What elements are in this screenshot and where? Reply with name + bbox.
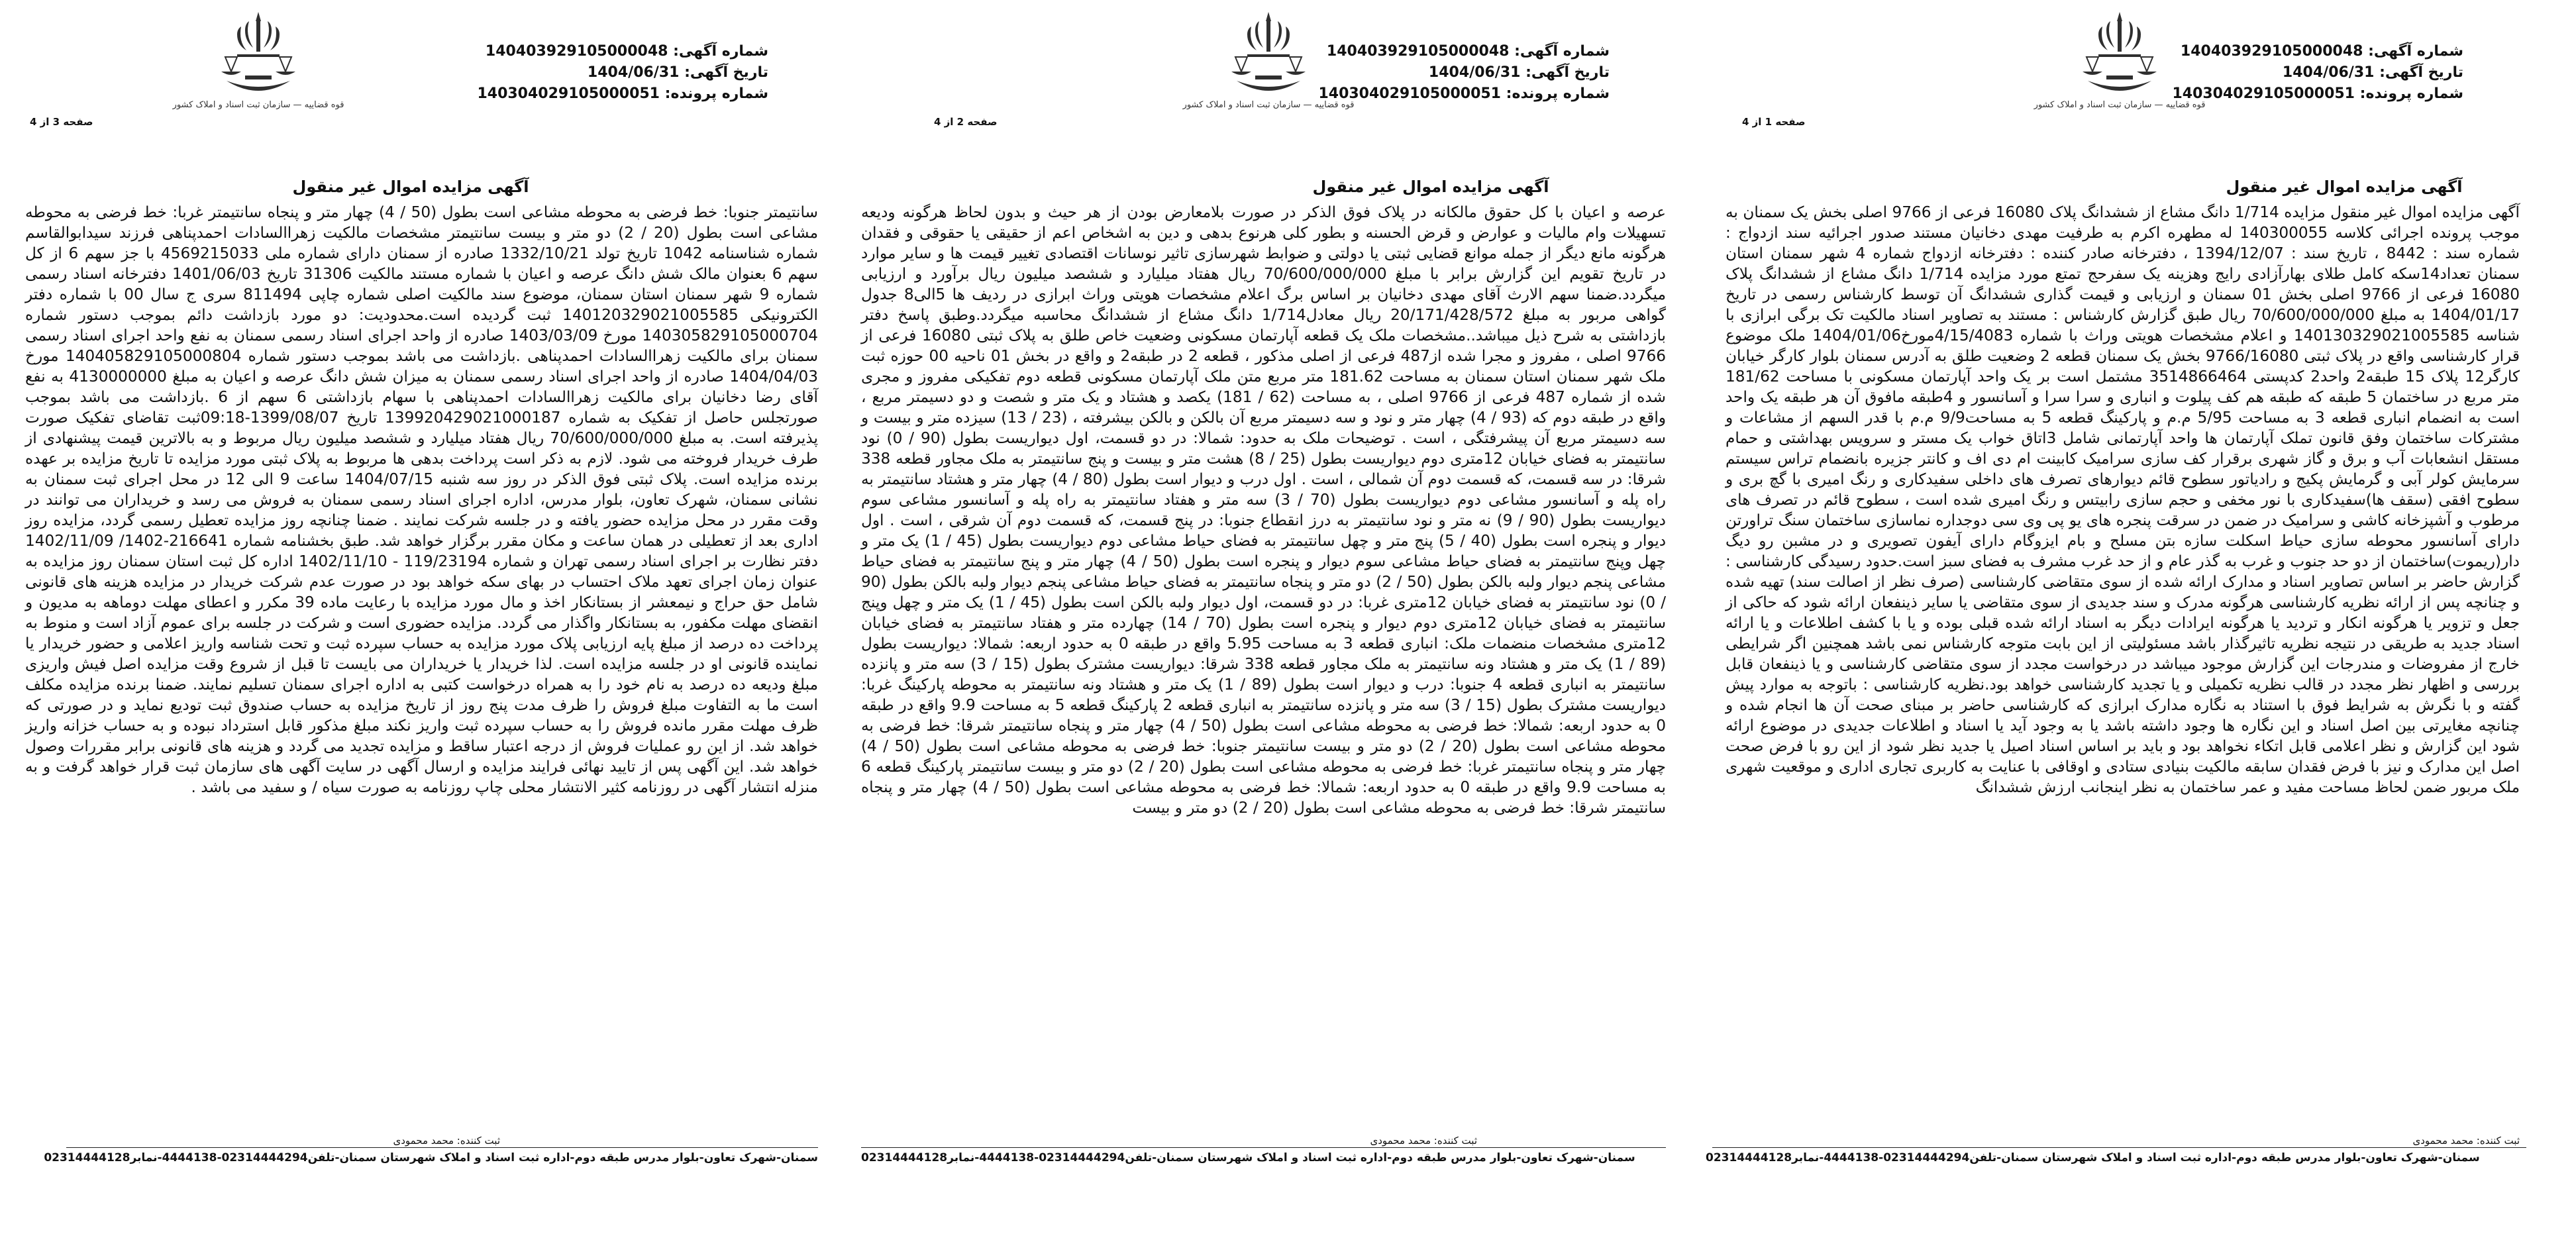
- page-number: صفحه 3 از 4: [30, 116, 93, 128]
- registrar-signature: ثبت کننده: محمد محمودی: [2412, 1135, 2520, 1147]
- page-header: [0, 0, 841, 152]
- file-number: شماره پرونده: 140304029105000051: [477, 85, 768, 102]
- notice-number: شماره آگهی: 140403929105000048: [1326, 43, 1610, 60]
- footer-divider: [1712, 1147, 2526, 1148]
- office-address-footer: سمنان-شهرک تعاون-بلوار مدرس طبقه دوم-اداره ثبت اسناد و املاک شهرستان سمنان-تلفن02314444294-4444138-نمابر02314444128: [44, 1151, 818, 1164]
- registrar-signature: ثبت کننده: محمد محمودی: [393, 1135, 500, 1147]
- file-number: شماره پرونده: 140304029105000051: [1318, 85, 1610, 102]
- page-number: صفحه 2 از 4: [934, 116, 998, 128]
- page-3: [0, 0, 841, 1236]
- notice-body: آگهی مزایده اموال غیر منقول مزایده 1/714 دانگ مشاع از ششدانگ پلاک 16080 فرعی از 9766 اصلی بخش یک سمنان به موجب پرونده اجرائی کلاسه 140300055 له مطهره اکرم به طرفیت مهدی دخانیان مستند صدور اجرائیه سند ازدواج : شماره سند : 8442 ، تاریخ سند : 1394/12/07 ، دفترخانه صادر کننده : دفترخانه ازدواج شماره 4 شهر سمنان استان سمنان تعداد14سکه کامل طلای بهارآزادی رایج وهزینه یک سفرحج تمتع مورد مزایده 1/714 دانگ مشاع از ششدانگ پلاک 16080 فرعی از 9766 اصلی بخش 01 سمنان و ارزیابی و قیمت گذاری ششدانگ آن توسط کارشناس رسمی در تاریخ 1404/01/17 به مبلغ 70/600/000/000 ریال طبق گزارش کارشناس : مستند به تصاویر اسناد مالکیت تک برگی ابرازی با شناسه 140130329021005585 و اعلام مشخصات هویتی وراث با شماره 4/15/4083مورخ1404/01/06 ملک موضوع قرار کارشناسی واقع در پلاک ثبتی 9766/16080 بخش یک سمنان قطعه 2 وضعیت طلق به آدرس سمنان بلوار کارگر خیابان کارگر12 پلاک 15 طبقه2 واحد2 کدپستی 3514866464 مشتمل است بر یک واحد آپارتمان مسکونی با مساحت 181/62 متر مربع در ساختمان 5 طبقه که طبقه هم کف پیلوت و انباری و سرا سرا و آسانسور و 4طبقه مافوق آن هر طبقه یک واحد است به انضمام انباری قطعه 3 به مساحت 5/95 م.م و پارکینگ قطعه 5 به مساحت9/9 م.م با قدر السهم از مشاعات و مشترکات ساختمان وفق قانون تملک آپارتمان ها واحد آپارتمانی شامل 3اتاق خواب یک مستر و سرویس بهداشتی و حمام مستقل انشعابات آب و برق و گاز شهری برقرار کف سازی سرامیک کابینت ام دی اف و کانتر جزیره بانضمام تراس سیستم سرمایش کولر آبی و گرمایش پکیج و رادیاتور سطوح قائم دیوارهای تصرف های داخلی سفیدکاری و رنگ امیری با گچ بری و سطوح افقی (سقف ها)سفیدکاری با نور مخفی و حجم سازی رابیتس و رنگ امیری شده است ، سطوح قائم در تصرف های مرطوب و آشپزخانه کاشی و سرامیک در ضمن در سرقت پنجره های یو پی وی سی دوجداره نماسازی ساختمان سنگ تراورتن دارای آسانسور محوطه سازی حیاط اسکلت سازه بتن مسلح و بام ایزوگام دارای آیفون تصویری و در مشبن رو دیگ دار(ریموت)ساختمان از دو حد جنوب و غرب به گذر عام و از حد غرب مشرف به فضای سبز است.حدود رسیدگی کارشناسی : گزارش حاضر بر اساس تصاویر اسناد و مدارک ارائه شده از سوی متقاضی کارشناسی (صرف نظر از اصالت سند) تهیه شده و چنانچه پس از ارائه نظریه کارشناسی هرگونه مدرک و سند جدیدی از سوی متقاضی یا سایر ذینفعان ارائه شود که حاکی از جعل و تزویر یا هرگونه انکار و تردید یا هرگونه ایرادات دیگر به اسناد ارائه شده قبلی بوده و یا با کشف اطلاعات و یا ارائه اسناد جدید به طریقی در نتیجه نظریه تاثیرگذار باشد مسئولیتی از این بابت متوجه کارشناس نمی باشد همچنین اگر شرایطی خارج از مفروضات و مندرجات این گزارش موجود میباشد در درخواست مجدد از سوی متقاضی کارشناسی و یا ذینفعان قابل بررسی و اظهار نظر مجدد در قالب نظریه تکمیلی و یا تجدید کارشناسی خواهد بود.نظریه کارشناسی : باتوجه به موارد پیش گفته و با نگرش به شرایط فوق با استناد به نگاره مدارک ابرازی که کارشناسی حاضر بر مبنای صحت آن ها انجام شده و چنانچه مغایرتی بین اصل اسناد و این نگاره ها وجود داشته باشد یا به وجود آید یا اسناد و اطلاعات جدیدی در موضوع ارائه شود این گزارش و نظر اعلامی قابل اتکاء نخواهد بود و باید بر اساس اسناد اصیل یا جدید نظر شود از این رو با فرض صحت اصل این مدارک و نیز با فرض فقدان سابقه مالکیت بنیادی ستادی و اوقافی با عنایت به کاربری تجاری اداری و موقعیت شهری ملک مربور ضمن لحاظ مساحت مفید و عمر ساختمان به نظر اینجانب ارزش ششدانگ: [1726, 203, 2520, 796]
- office-address-footer: سمنان-شهرک تعاون-بلوار مدرس طبقه دوم-اداره ثبت اسناد و املاک شهرستان سمنان-تلفن02314444294-4444138-نمابر02314444128: [861, 1151, 1635, 1164]
- emblem-caption: قوه قضاییه — سازمان ثبت اسناد و املاک کشور: [172, 100, 344, 110]
- notice-title: آگهی مزایده اموال غیر منقول: [292, 178, 529, 196]
- notice-meta: [1318, 41, 1610, 105]
- emblem-caption: قوه قضاییه — سازمان ثبت اسناد و املاک کشور: [1182, 100, 1355, 110]
- page-2: [841, 0, 1682, 1236]
- office-address-footer: سمنان-شهرک تعاون-بلوار مدرس طبقه دوم-اداره ثبت اسناد و املاک شهرستان سمنان-تلفن02314444294-4444138-نمابر02314444128: [1706, 1151, 2480, 1164]
- registrar-signature: ثبت کننده: محمد محمودی: [1370, 1135, 1477, 1147]
- page-number: صفحه 1 از 4: [1742, 116, 1806, 128]
- footer-divider: [66, 1147, 818, 1148]
- notice-date: تاریخ آگهی: 1404/06/31: [587, 64, 768, 81]
- judiciary-emblem-icon: [2034, 7, 2206, 119]
- emblem-caption: قوه قضاییه — سازمان ثبت اسناد و املاک کشور: [2034, 100, 2206, 110]
- notice-title: آگهی مزایده اموال غیر منقول: [2226, 178, 2463, 196]
- page-1: [1696, 0, 2536, 1236]
- page-header: [1696, 0, 2536, 152]
- footer-divider: [861, 1147, 1666, 1148]
- page-header: [841, 0, 1682, 152]
- notice-meta: [477, 41, 768, 105]
- notice-date: تاریخ آگهی: 1404/06/31: [2282, 64, 2463, 81]
- judiciary-emblem-icon: [1182, 7, 1355, 119]
- notice-date: تاریخ آگهی: 1404/06/31: [1428, 64, 1610, 81]
- notice-title: آگهی مزایده اموال غیر منقول: [1312, 178, 1549, 196]
- notice-number: شماره آگهی: 140403929105000048: [2180, 43, 2463, 60]
- notice-number: شماره آگهی: 140403929105000048: [485, 43, 768, 60]
- notice-meta: [2172, 41, 2463, 105]
- notice-body: عرصه و اعیان با کل حقوق مالکانه در پلاک فوق الذکر در صورت بلامعارض بودن از هر حیث و بدون لحاظ هرگونه ودیعه تسهیلات وام مالیات و عوارض و قرض الحسنه و بطور کلی هرنوع بدهی و دین به اشخاص اعم از حقیقی یا حقوقی و فقدان هرگونه مانع دیگر از جمله موانع قضایی ثبتی یا دولتی و ضوابط شهرسازی تاثیر نوسانات اقتصادی تغییر قیمت ها و سایر موارد در تاریخ تقویم این گزارش برابر با مبلغ 70/600/000/000 ریال هفتاد میلیارد و ششصد میلیون ریال برآورد و ارزیابی میگردد.ضمنا سهم الارث آقای مهدی دخانیان بر اساس برگ اعلام مشخصات هویتی وراث ابرازی در ردیف ها 5الی8 جدول گواهی مربور به مبلغ 20/171/428/572 ریال معادل1/714 دانگ مشاع از ششدانگ محاسبه میگردد.وطبق پاسخ دفتر بازداشتی به شرح ذیل میباشد..مشخصات ملک یک قطعه آپارتمان مسکونی وضعیت خاص طلق به پلاک ثبتی 16080 فرعی از 9766 اصلی ، مفروز و مجرا شده از487 فرعی از اصلی مذکور ، قطعه 2 در طبقه2 و واقع در بخش 01 ناحیه 00 حوزه ثبت ملک شهر سمنان استان سمنان به مساحت 181.62 متر مربع متن ملک آپارتمان مسکونی قطعه دوم تفکیکی مفروز و مجری شده از شماره 487 فرعی از 9766 اصلی ، به مساحت (62 / 181) یکصد و هشتاد و یک متر و شصت و دو دسیمتر مربع ، واقع در طبقه دوم که (93 / 4) چهار متر و نود و سه دسیمتر مربع آن بالکن و بالکن بیشرفته ، (23 / 13) سیزده متر و بیست و سه دسیمتر مربع آن پیشرفتگی ، است . توضیحات ملک به حدود: شمالا: در دو قسمت، اول دیواریست بطول (90 / 0) نود سانتیمتر به فضای خیابان 12متری دوم دیواریست بطول (25 / 8) هشت متر و بیست و پنج سانتیمتر به ملک مجاور قطعه 338 شرقا: در سه قسمت، که قسمت دوم آن شمالی ، است . اول درب و دیوار است بطول (80 / 4) چهار متر و هشتاد سانتیمتر به راه پله و آسانسور مشاعی دوم دیواریست بطول (70 / 3) سه متر و هفتاد سانتیمتر به راه پله و آسانسور مشاعی سوم دیواریست بطول (90 / 9) نه متر و نود سانتیمتر به درز انقطاع جنوبا: در پنج قسمت، که قسمت دوم آن شرقی ، است . اول دیوار و پنجره است بطول (40 / 5) پنج متر و چهل سانتیمتر به فضای حیاط مشاعی دوم دیواریست بطول (45 / 1) یک متر و چهل وپنج سانتیمتر به فضای حیاط مشاعی سوم دیوار و پنجره است بطول (50 / 4) چهار متر و پنج سانتیمتر به فضای حیاط مشاعی پنجم دیوار ولبه بالکن بطول (50 / 2) دو متر و پنجاه سانتیمتر به فضای حیاط مشاعی پنجم دیوار ولبه بالکن بطول (90 / 0) نود سانتیمتر به فضای خیابان 12متری غربا: در دو قسمت، اول دیوار ولبه بالکن است بطول (45 / 1) یک متر و چهل وپنج سانتیمتر به فضای خیابان 12متری دوم دیوار و پنجره است بطول (70 / 14) چهارده متر و هفتاد سانتیمتر به فضای خیابان 12متری مشخصات منضمات ملک: انباری قطعه 3 به مساحت 5.95 واقع در طبقه 0 به حدود اربعه: شمالا: دیواریست بطول (89 / 1) یک متر و هشتاد ونه سانتیمتر به ملک مجاور قطعه 338 شرقا: دیواریست مشترک بطول (15 / 3) سه متر و پانزده سانتیمتر به انباری قطعه 4 جنوبا: درب و دیوار است بطول (89 / 1) یک متر و هشتاد ونه سانتیمتر به محوطه پارکینگ غربا: دیواریست مشترک بطول (15 / 3) سه متر و پانزده سانتیمتر به انباری قطعه 2 پارکینگ قطعه 5 به مساحت 9.9 واقع در طبقه 0 به حدود اربعه: شمالا: خط فرضی به محوطه مشاعی است بطول (50 / 4) چهار متر و پنجاه سانتیمتر شرقا: خط فرضی به محوطه مشاعی است بطول (20 / 2) دو متر و بیست سانتیمتر جنوبا: خط فرضی به محوطه مشاعی است بطول (50 / 4) چهار متر و پنجاه سانتیمتر غربا: خط فرضی به محوطه مشاعی است بطول (20 / 2) دو متر و بیست سانتیمتر پارکینگ قطعه 6 به مساحت 9.9 واقع در طبقه 0 به حدود اربعه: شمالا: خط فرضی به محوطه مشاعی است بطول (50 / 4) چهار متر و پنجاه سانتیمتر شرقا: خط فرضی به محوطه مشاعی است بطول (20 / 2) دو متر و بیست: [861, 203, 1667, 817]
- judiciary-emblem-icon: [172, 7, 344, 119]
- notice-body: سانتیمتر جنوبا: خط فرضی به محوطه مشاعی است بطول (50 / 4) چهار متر و پنجاه سانتیمتر غربا: خط فرضی به محوطه مشاعی است بطول (20 / 2) دو متر و بیست سانتیمتر مشخصات مالکیت زهراالسادات احمدپناهی فرزند سیدابوالقاسم شماره شناسنامه 1042 تاریخ تولد 1332/10/21 صادره از سمنان دارای شماره ملی 4569215033 با جز سهم 6 از کل سهم 6 بعنوان مالک شش دانگ عرصه و اعیان با شماره مستند مالکیت 31306 تاریخ 1401/06/03 دفترخانه اسناد رسمی شماره 9 شهر سمنان استان سمنان، موضوع سند مالکیت اصلی شماره چاپی 811494 سری ج سال 00 با شماره دفتر الکترونیکی 140120329021005585 ثبت گردیده است.محدودیت: دو مورد بازداشت دائم بموجب دستور شماره 140305829105000704 مورخ 1403/03/09 صادره از واحد اجرای اسناد رسمی سمنان به نفع واحد اجرای اسناد رسمی سمنان برای مالکیت زهراالسادات احمدپناهی .بازداشت می باشد بموجب دستور شماره 140405829105000804 مورخ 1404/04/03 صادره از واحد اجرای اسناد رسمی سمنان به میزان شش دانگ عرصه و اعیان به مبلغ 4130000000 به نفع آقای رضا دخانیان برای مالکیت زهراالسادات احمدپناهی با سهام بازداشتی 6 سهم از 6 .بازداشت می باشد بموجب صورتجلس حاصل از تفکیک به شماره 139920429021000187 تاریخ 1399/08/07-09:18ثبت تقاضای تفکیک صورت پذیرفته است. به مبلغ 70/600/000/000 ریال هفتاد میلیارد و ششصد میلیون ریال مربوط و به بالاترین قیمت پیشنهادی از طرف خریدار فروخته می شود. لازم به ذکر است پرداخت بدهی ها مربوط به پلاک ثبتی مورد مزایده تا تاریخ مزایده بر عهده برنده مزایده است. پلاک ثبتی فوق الذکر در روز سه شنبه 1404/07/15 ساعت 9 الی 12 در محل اجرای ثبت سمنان به نشانی سمنان، شهرک تعاون، بلوار مدرس، اداره اجرای اسناد رسمی سمنان به فروش می رسد و خریداران می توانند در وقت مقرر در محل مزایده حضور یافته و در جلسه شرکت نمایند . ضمنا چنانچه روز مزایده تعطیل رسمی گردد، مزایده روز اداری بعد از تعطیلی در همان ساعت و مکان مقرر برگزار خواهد شد. طبق بخشنامه شماره 216641-1402/ 1402/11/09 دفتر نظارت بر اجرای اسناد رسمی تهران و شماره 119/23194 - 1402/11/10 اداره کل ثبت استان سمنان روز مزایده به عنوان زمان اجرای تعهد ملاک احتساب در بهای سکه خواهد بود در صورت عدم شرکت خریدار در مزایده هزینه های قانونی شامل حق حراج و نیمعشر از بستانکار اخذ و مال مورد مزایده با رعایت ماده 39 مکرر و اعطای مهلت دوماهه به مدیون و انقضای مهلت مکفور، به بستانکار واگذار می گردد. مزایده حضوری است و شرکت در جلسه برای عموم آزاد است و منوط به پرداخت ده درصد از مبلغ پایه ارزیابی پلاک مورد مزایده به حساب سپرده ثبت و تحت شناسه واریز اعلامی و حضور خریدار یا نماینده قانونی او در جلسه مزایده است. لذا خریدار یا خریداران می بایست تا قبل از شروع وقت مزایده اصل فیش واریزی مبلغ ودیعه ده درصد به نام خود را به همراه درخواست کتبی به اداره اجرای سمنان تسلیم نمایند. ضمنا برنده مزایده مکلف است ما به التفاوت مبلغ فروش را ظرف مدت پنج روز از تاریخ مزایده به حساب صندوق ثبت تودیع نماید و در صورتی که ظرف مهلت مقرر مانده فروش را به حساب سپرده ثبت واریز نکند مبلغ مذکور قابل استرداد نبوده و به حساب خزانه واریز خواهد شد. از این رو عملیات فروش از درجه اعتبار ساقط و مزایده تجدید می گردد و هزینه های قانونی برابر مقررات وصول خواهد شد. این آگهی پس از تایید نهائی فرایند مزایده و ارسال آگهی در سایت آگهی های سازمان ثبت قرار خواهد گرفت و به منزله انتشار آگهی در روزنامه کثیر الانتشار محلی چاپ روزنامه به صورت سیاه / و سفید می باشد .: [25, 203, 819, 796]
- file-number: شماره پرونده: 140304029105000051: [2172, 85, 2463, 102]
